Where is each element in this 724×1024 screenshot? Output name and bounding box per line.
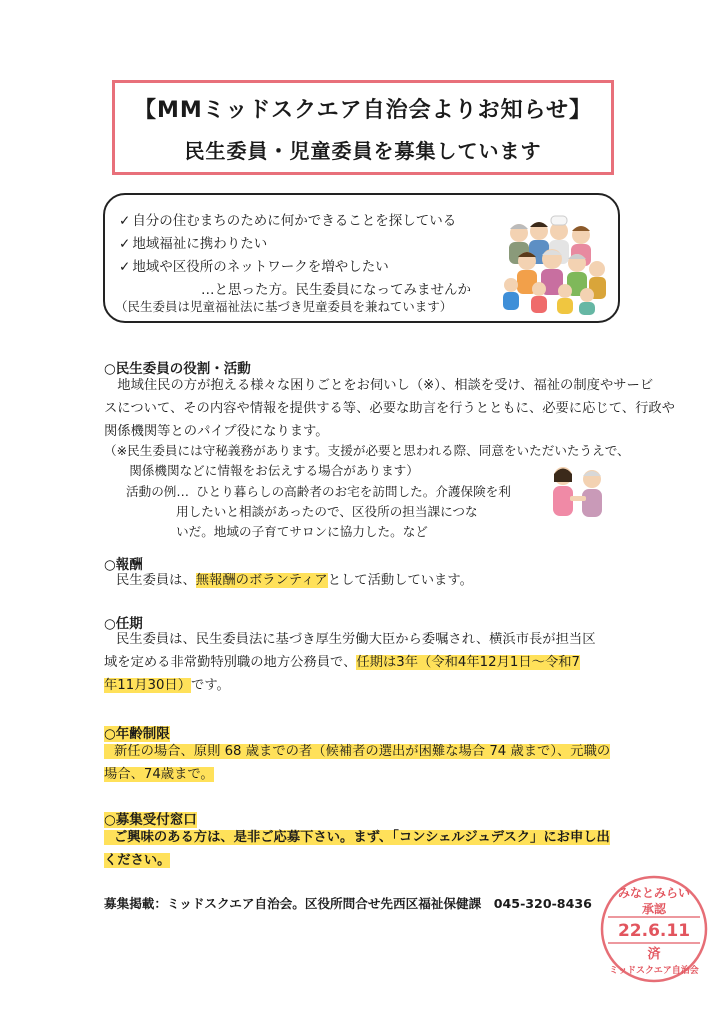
check-item: ✓ 地域福祉に携わりたい bbox=[119, 236, 268, 252]
footer-contact: 募集掲載：ミッドスクエア自治会。区役所問合せ先西区福祉保健課 045-320-8436 bbox=[104, 896, 592, 911]
check-item: ✓ 地域や区役所のネットワークを増やしたい bbox=[119, 259, 389, 275]
stamp-bottom: ミッドスクエア自治会 bbox=[609, 966, 699, 976]
apply-heading: ○募集受付窓口 bbox=[104, 812, 197, 828]
term-heading: ○任期 bbox=[104, 616, 143, 632]
caregiver-illustration bbox=[548, 462, 608, 522]
age-text: 新任の場合、原則 68 歳までの者（候補者の選出が困難な場合 74 歳まで）、元職の 場合、74歳まで。 bbox=[104, 744, 611, 782]
role-note: （※民生委員には守秘義務があります。支援が必要と思われる際、同意をいただいたうえで、 関係機関などに情報をお伝えする場合があります） bbox=[104, 443, 630, 478]
role-body: 地域住民の方が抱える様々な困りごとをお伺いし（※）、相談を受け、福祉の制度やサービ スについて、その内容や情報を提供する等、必要な助言を行うとともに、必要に応じて、行政や 関係機関等とのパイプ役になります。 bbox=[104, 378, 675, 439]
notice-title: 【MMミッドスクエア自治会よりお知らせ】 bbox=[133, 98, 593, 123]
role-heading: ○民生委員の役割・活動 bbox=[104, 361, 251, 377]
apply-text: ご興味のある方は、是非ご応募下さい。まず、「コンシェルジュデスク」にお申し出 ください。 bbox=[104, 830, 610, 868]
checkmark-icon: ✓ bbox=[119, 259, 131, 275]
age-heading: ○年齢制限 bbox=[104, 726, 170, 742]
stamp-approved: 承認 bbox=[641, 902, 667, 916]
intro-box bbox=[103, 193, 620, 323]
check-item: ✓ 自分の住むまちのために何かできることを探している bbox=[119, 213, 457, 229]
intro-cta: …と思った方。民生委員になってみませんか bbox=[201, 282, 471, 298]
checkmark-icon: ✓ bbox=[119, 213, 131, 229]
term-text: 民生委員は、民生委員法に基づき厚生労働大臣から委嘱され、横浜市長が担当区 域を定める非常勤特別職の地方公務員で、任期は3年（令和4年12月1日～令和7 年11月30日）です。 bbox=[104, 632, 596, 693]
intro-note: （民生委員は児童福祉法に基づき児童委員を兼ねています） bbox=[115, 299, 453, 314]
term-highlight: 任期は3年（令和4年12月1日～令和7 bbox=[356, 655, 580, 670]
community-people-illustration bbox=[497, 215, 609, 315]
title-box bbox=[112, 80, 614, 175]
checkmark-icon: ✓ bbox=[119, 236, 131, 252]
reward-heading: ○報酬 bbox=[104, 557, 143, 573]
approval-stamp bbox=[598, 873, 710, 985]
notice-subtitle: 民生委員・児童委員を募集しています bbox=[184, 139, 542, 163]
reward-highlight: 無報酬のボランティア bbox=[195, 573, 328, 588]
stamp-top: みなとみらい bbox=[617, 886, 691, 900]
stamp-done: 済 bbox=[647, 947, 661, 962]
example-label: 活動の例… bbox=[126, 484, 189, 499]
reward-text: 民生委員は、無報酬のボランティアとして活動しています。 bbox=[116, 573, 473, 588]
stamp-date: 22.6.11 bbox=[617, 921, 691, 941]
